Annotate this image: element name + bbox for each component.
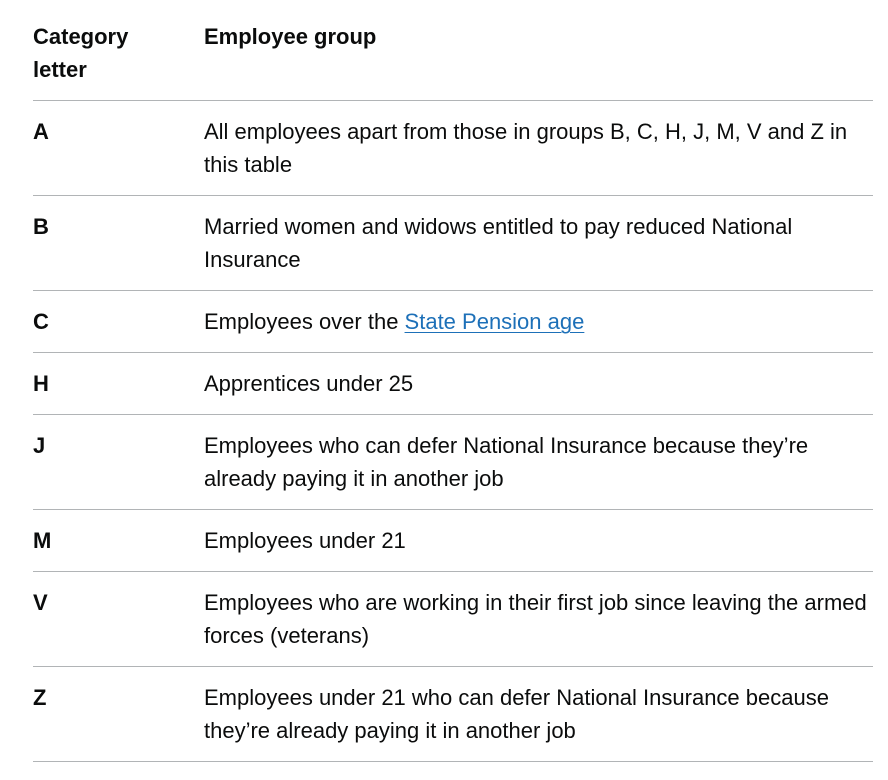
employee-group: Apprentices under 25 xyxy=(204,353,873,415)
table-row xyxy=(33,101,873,196)
table-row xyxy=(33,572,873,667)
table-header-row xyxy=(33,20,873,101)
employee-group: Married women and widows entitled to pay reduced National Insurance xyxy=(204,196,873,291)
employee-group: All employees apart from those in groups B, C, H, J, M, V and Z in this table xyxy=(204,101,873,196)
state-pension-age-link[interactable]: State Pension age xyxy=(404,309,585,334)
employee-group: Employees who are working in their first job since leaving the armed forces (veterans) xyxy=(204,572,873,667)
category-letter: V xyxy=(33,572,204,667)
employee-group: Employees who can defer National Insurance because they’re already paying it in another job xyxy=(204,415,873,510)
ni-category-table-container xyxy=(33,20,873,762)
table-row xyxy=(33,353,873,415)
category-letter: J xyxy=(33,415,204,510)
category-letter: H xyxy=(33,353,204,415)
category-letter: Z xyxy=(33,667,204,762)
employee-group: Employees under 21 xyxy=(204,510,873,572)
header-employee-group: Employee group xyxy=(204,20,873,101)
employee-group: Employees under 21 who can defer National Insurance because they’re already paying it in another job xyxy=(204,667,873,762)
table-row xyxy=(33,510,873,572)
category-letter: B xyxy=(33,196,204,291)
category-letter: C xyxy=(33,291,204,353)
table-row xyxy=(33,196,873,291)
table-row xyxy=(33,415,873,510)
category-letter: A xyxy=(33,101,204,196)
ni-category-table xyxy=(33,20,873,762)
table-row xyxy=(33,291,873,353)
employee-group xyxy=(204,291,873,353)
employee-group-text: Employees over the xyxy=(204,309,405,334)
category-letter: M xyxy=(33,510,204,572)
table-row xyxy=(33,667,873,762)
header-category-letter: Category letter xyxy=(33,20,204,101)
